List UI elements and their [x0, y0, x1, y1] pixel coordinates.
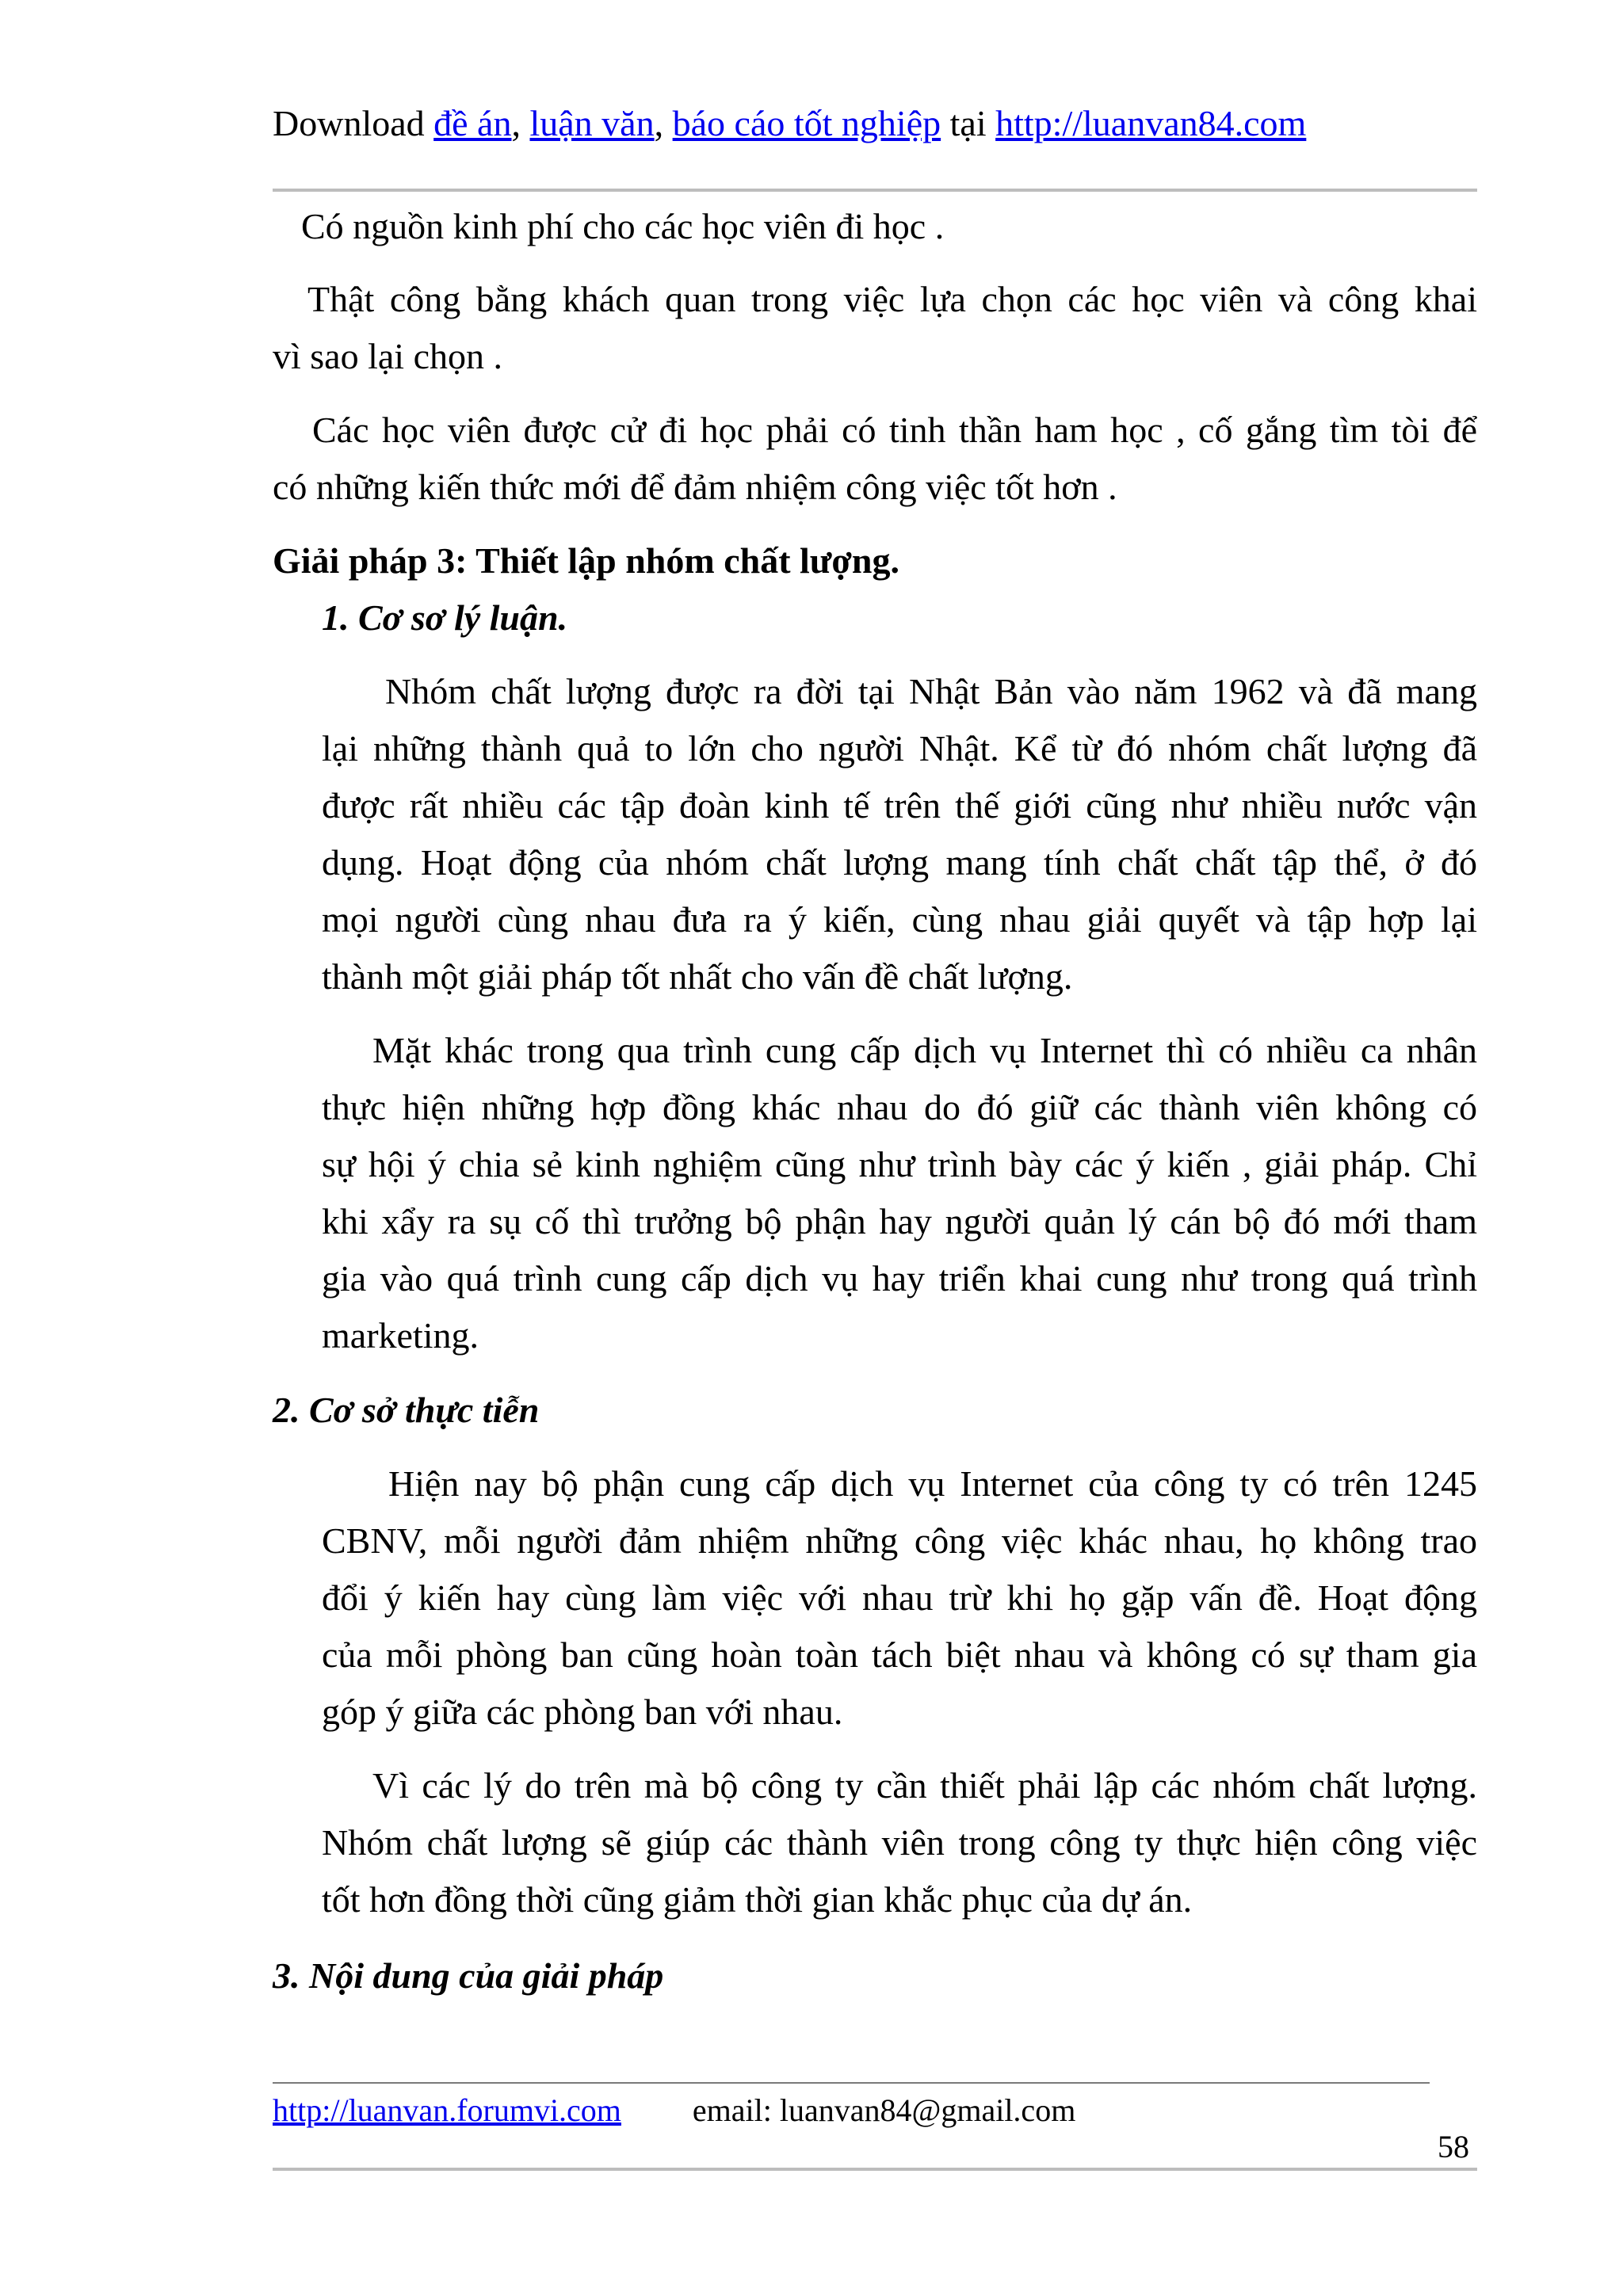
paragraph-line: có những kiến thức mới để đảm nhiệm công việc tốt hơn . [273, 467, 1117, 507]
header-separator: , [511, 103, 530, 143]
link-bao-cao[interactable]: báo cáo tốt nghiệp [672, 103, 941, 143]
paragraph-line: dụng. Hoạt động của nhóm chất lượng mang tính chất chất tập thể, ở đó [322, 842, 1477, 883]
paragraph-line: Các học viên được cử đi học phải có tinh thần ham học , cố gắng tìm tòi để [312, 410, 1477, 450]
solution-heading: Giải pháp 3: Thiết lập nhóm chất lượng. [273, 540, 899, 581]
header-line [273, 101, 1306, 146]
paragraph-line: thực hiện những hợp đồng khác nhau do đó giữ các thành viên không có [322, 1087, 1477, 1127]
paragraph-line: mọi người cùng nhau đưa ra ý kiến, cùng nhau giải quyết và tập hợp lại [322, 899, 1477, 940]
paragraph-line: marketing. [322, 1315, 479, 1356]
paragraph-line: Nhóm chất lượng sẽ giúp các thành viên trong công ty thực hiện công việc [322, 1822, 1477, 1863]
link-luan-van[interactable]: luận văn [529, 103, 655, 143]
link-de-an[interactable]: đề án [433, 103, 512, 143]
header-separator: , [654, 103, 673, 143]
paragraph-line: được rất nhiều các tập đoàn kinh tế trên thế giới cũng như nhiều nước vận [322, 785, 1477, 826]
paragraph-line: Hiện nay bộ phận cung cấp dịch vụ Internet của công ty có trên 1245 [388, 1463, 1477, 1504]
header-prefix: Download [273, 103, 434, 143]
paragraph-line: Nhóm chất lượng được ra đời tại Nhật Bản vào năm 1962 và đã mang [385, 671, 1477, 711]
section-heading-1: 1. Cơ sơ lý luận. [322, 597, 568, 638]
paragraph-line: góp ý giữa các phòng ban với nhau. [322, 1691, 843, 1732]
section-heading-3: 3. Nội dung của giải pháp [273, 1955, 664, 1996]
paragraph-line: tốt hơn đồng thời cũng giảm thời gian khắc phục của dự án. [322, 1879, 1193, 1920]
paragraph-line: của mỗi phòng ban cũng hoàn toàn tách biệt nhau và không có sự tham gia [322, 1634, 1477, 1675]
header-rule [273, 189, 1477, 192]
paragraph-line: Mặt khác trong qua trình cung cấp dịch vụ Internet thì có nhiều ca nhân [372, 1030, 1477, 1070]
header-mid: tại [941, 103, 996, 143]
header-url-link[interactable]: http://luanvan84.com [995, 103, 1307, 143]
section-heading-2: 2. Cơ sở thực tiễn [273, 1390, 540, 1430]
page-number: 58 [1438, 2129, 1469, 2164]
footer-url-link[interactable]: http://luanvan.forumvi.com [273, 2092, 621, 2128]
footer-bottom-rule [273, 2168, 1477, 2171]
paragraph-line: gia vào quá trình cung cấp dịch vụ hay triển khai cung như trong quá trình [322, 1258, 1477, 1299]
paragraph-line: CBNV, mỗi người đảm nhiệm những công việc khác nhau, họ không trao [322, 1520, 1477, 1561]
paragraph-line: đổi ý kiến hay cùng làm việc với nhau trừ khi họ gặp vấn đề. Hoạt động [322, 1577, 1477, 1618]
paragraph-line: lại những thành quả to lớn cho người Nhật. Kể từ đó nhóm chất lượng đã [322, 728, 1477, 769]
paragraph-line: khi xẩy ra sụ cố thì trưởng bộ phận hay người quản lý cán bộ đó mới tham [322, 1201, 1477, 1241]
paragraph-line: thành một giải pháp tốt nhất cho vấn đề chất lượng. [322, 956, 1073, 997]
footer-email: email: luanvan84@gmail.com [692, 2092, 1076, 2128]
paragraph-line: Vì các lý do trên mà bộ công ty cần thiết phải lập các nhóm chất lượng. [372, 1765, 1477, 1806]
footer-rule [273, 2082, 1430, 2084]
paragraph-line: vì sao lại chọn . [273, 336, 502, 376]
paragraph-line: Thật công bằng khách quan trong việc lựa chọn các học viên và công khai [307, 279, 1477, 319]
paragraph-line: Có nguồn kinh phí cho các học viên đi học . [301, 206, 945, 246]
paragraph-line: sự hội ý chia sẻ kinh nghiệm cũng như trình bày các ý kiến , giải pháp. Chỉ [322, 1144, 1477, 1184]
footer-line [273, 2092, 1075, 2130]
